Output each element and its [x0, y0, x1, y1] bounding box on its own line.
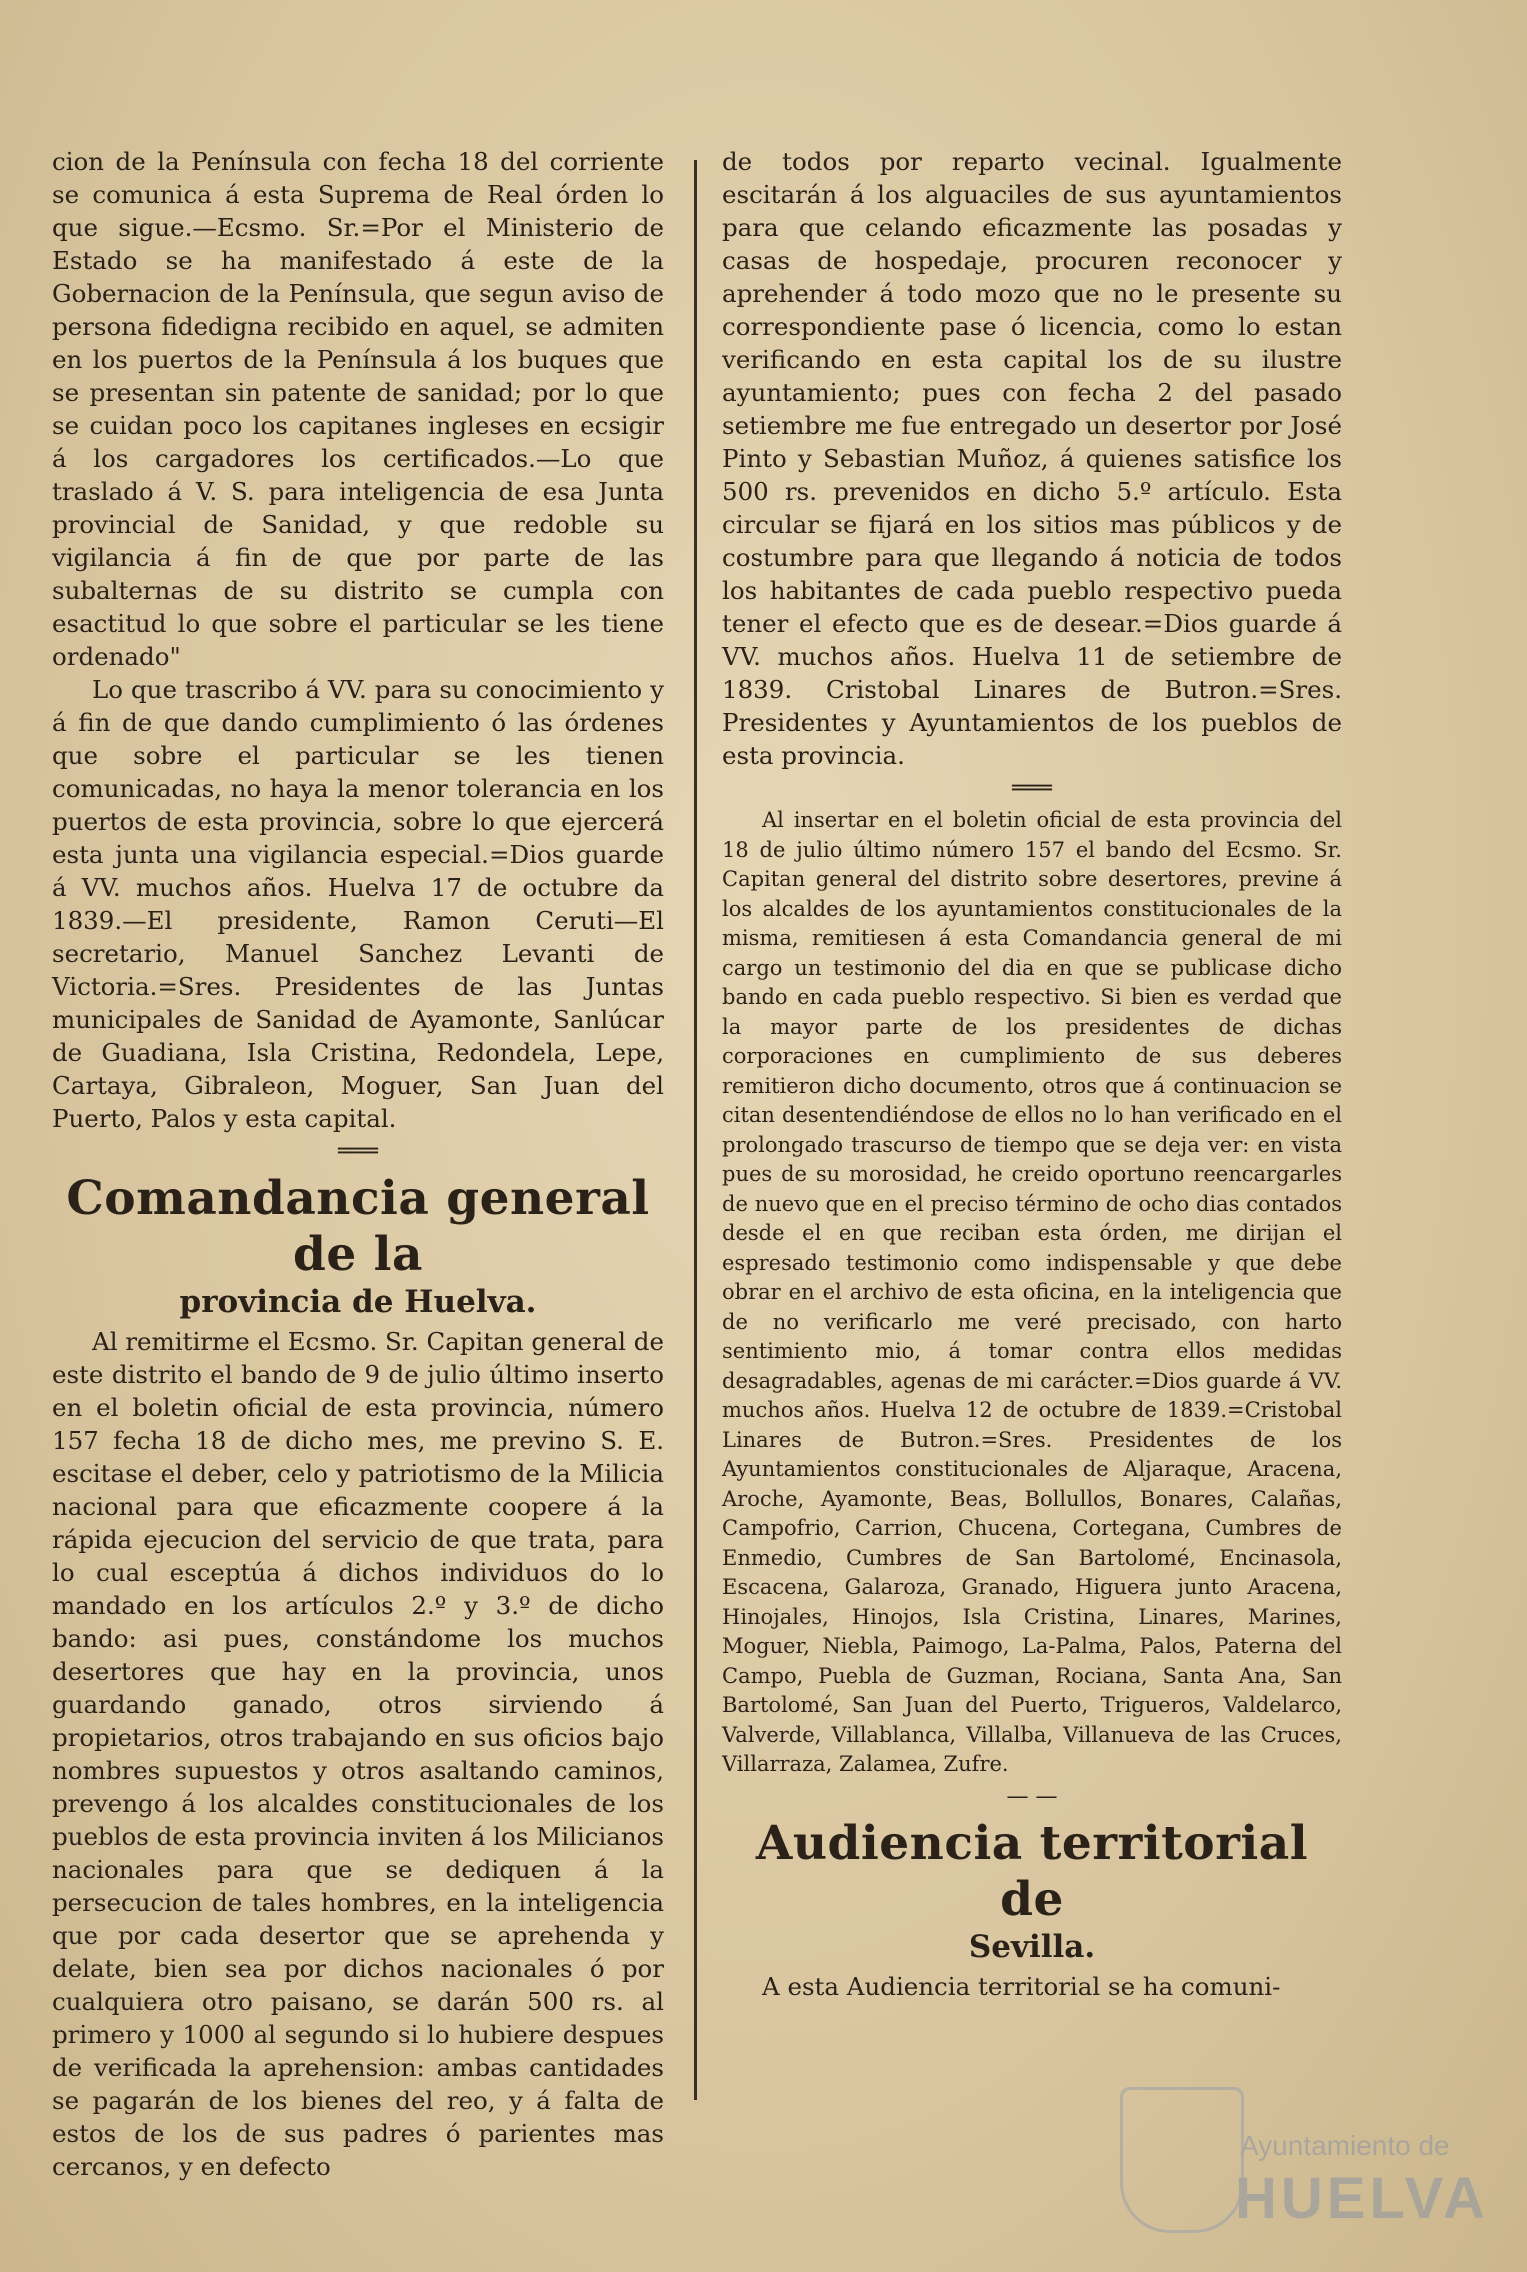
- right-paragraph-1: de todos por reparto vecinal. Igualmente escitarán á los alguaciles de sus ayuntamientos para que celando eficazmente las posadas y casas de hospedaje, procuren reconocer y aprehender á todo mozo que no le presente su correspondiente pase ó licencia, como lo estan verificando en esta capital los de su ilustre ayuntamiento; pues con fecha 2 del pasado setiembre me fue entregado un desertor por José Pinto y Sebastian Muñoz, á quienes satisfice los 500 rs. prevenidos en dicho 5.º artículo. Esta circular se fijará en los sitios mas públicos y de costumbre para que llegando á noticia de todos los habitantes de cada pueblo respectivo pueda tener el efecto que es de desear.=Dios guarde á VV. muchos años. Huelva 11 de setiembre de 1839. Cristobal Linares de Butron.=Sres. Presidentes y Ayuntamientos de los pueblos de esta provincia.: [722, 147, 1342, 770]
- section-subheading-huelva: provincia de Huelva.: [179, 1284, 537, 1320]
- watermark-big-text: HUELVA: [1235, 2166, 1489, 2231]
- left-column: [52, 145, 664, 2183]
- left-paragraph-3: Al remitirme el Ecsmo. Sr. Capitan general de este distrito el bando de 9 de julio último inserto en el boletin oficial de esta provincia, número 157 fecha 18 de dicho mes, me previno S. E. escitase el deber, celo y patriotismo de la Milicia nacional para que eficazmente coopere á la rápida ejecucion del servicio de que trata, para lo cual esceptúa á dichos individuos do lo mandado en los artículos 2.º y 3.º de dicho bando: asi pues, constándome los muchos desertores que hay en la provincia, unos guardando ganado, otros sirviendo á propietarios, otros trabajando en sus oficios bajo nombres supuestos y otros asaltando caminos, prevengo á los alcaldes constitucionales de los pueblos de esta provincia inviten á los Milicianos nacionales para que se dediquen á la persecucion de tales hombres, en la inteligencia que por cada desertor que se aprehenda y delate, bien sea por dichos nacionales ó por cualquiera otro paisano, se darán 500 rs. al primero y 1000 al segundo si lo hubiere despues de verificada la aprehension: ambas cantidades se pagarán de los bienes del reo, y á falta de estos de los de sus padres ó parientes mas cercanos, y en defecto: [52, 1327, 664, 2181]
- right-paragraph-2: Al insertar en el boletin oficial de esta provincia del 18 de julio último número 157 el bando del Ecsmo. Sr. Capitan general del distrito sobre desertores, previne á los alcaldes de los ayuntamientos constitucionales de la misma, remitiesen á esta Comandancia general de mi cargo un testimonio del dia en que se publicase dicho bando en cada pueblo respectivo. Si bien es verdad que la mayor parte de los presidentes de dichas corporaciones en cumplimiento de sus deberes remitieron dicho documento, otros que á continuacion se citan desentendiéndose de ellos no lo han verificado en el prolongado trascurso de tiempo que se deja ver: en vista pues de su morosidad, he creido oportuno reencargarles de nuevo que en el preciso término de ocho dias contados desde el en que reciban esta órden, me dirijan el espresado testimonio como indispensable y que debe obrar en el archivo de esta oficina, en la inteligencia que de no verificarlo me veré precisado, con harto sentimiento mio, á tomar contra ellos medidas desagradables, agenas de mi carácter.=Dios guarde á VV. muchos años. Huelva 12 de octubre de 1839.=Cristobal Linares de Butron.=Sres. Presidentes de los Ayuntamientos constitucionales de Aljaraque, Aracena, Aroche, Ayamonte, Beas, Bollullos, Bonares, Calañas, Campofrio, Carrion, Chucena, Cortegana, Cumbres de Enmedio, Cumbres de San Bartolomé, Encinasola, Escacena, Galaroza, Granado, Higuera junto Aracena, Hinojales, Hinojos, Isla Cristina, Linares, Marines, Moguer, Niebla, Paimogo, La-Palma, Palos, Paterna del Campo, Puebla de Guzman, Rociana, Santa Ana, San Bartolomé, San Juan del Puerto, Trigueros, Valdelarco, Valverde, Villablanca, Villalba, Villanueva de las Cruces, Villarraza, Zalamea, Zufre.: [722, 808, 1342, 1776]
- section-separator: ═══: [1012, 776, 1052, 801]
- left-paragraph-1: cion de la Península con fecha 18 del corriente se comunica á esta Suprema de Real órden lo que sigue.—Ecsmo. Sr.=Por el Ministerio de Estado se ha manifestado á este de la Gobernacion de la Península, que segun aviso de persona fidedigna recibido en aquel, se admiten en los puertos de la Península á los buques que se presentan sin patente de sanidad; por lo que se cuidan poco los capitanes ingleses en ecsigir á los cargadores los certificados.—Lo que traslado á V. S. para inteligencia de esa Junta provincial de Sanidad, y que redoble su vigilancia á fin de que por parte de las subalternas de su distrito se cumpla con esactitud lo que sobre el particular se les tiene ordenado": [52, 147, 664, 671]
- section-separator: — —: [1006, 1783, 1058, 1809]
- section-subheading-sevilla: Sevilla.: [968, 1928, 1096, 1965]
- section-heading-comandancia: Comandancia general de la: [66, 1171, 650, 1282]
- left-paragraph-2: Lo que trascribo á VV. para su conocimiento y á fin de que dando cumplimiento ó las órdenes que sobre el particular se les tienen comunicadas, no haya la menor tolerancia en los puertos de esta provincia, sobre lo que ejercerá esta junta una vigilancia especial.=Dios guarde á VV. muchos años. Huelva 17 de octubre da 1839.—El presidente, Ramon Ceruti—El secretario, Manuel Sanchez Levanti de Victoria.=Sres. Presidentes de las Juntas municipales de Sanidad de Ayamonte, Sanlúcar de Guadiana, Isla Cristina, Redondela, Lepe, Cartaya, Gibraleon, Moguer, San Juan del Puerto, Palos y esta capital.: [52, 675, 664, 1133]
- right-paragraph-3: A esta Audiencia territorial se ha comuni-: [762, 1971, 1281, 2001]
- section-separator: ═══: [338, 1139, 378, 1164]
- archive-watermark: [1120, 2075, 1489, 2245]
- watermark-small-text: Ayuntamiento de: [1240, 2130, 1450, 2161]
- column-divider: [694, 160, 697, 2100]
- right-column: [722, 145, 1342, 2003]
- section-heading-audiencia: Audiencia territorial de: [755, 1815, 1309, 1927]
- shield-crest-icon: [1120, 2087, 1244, 2233]
